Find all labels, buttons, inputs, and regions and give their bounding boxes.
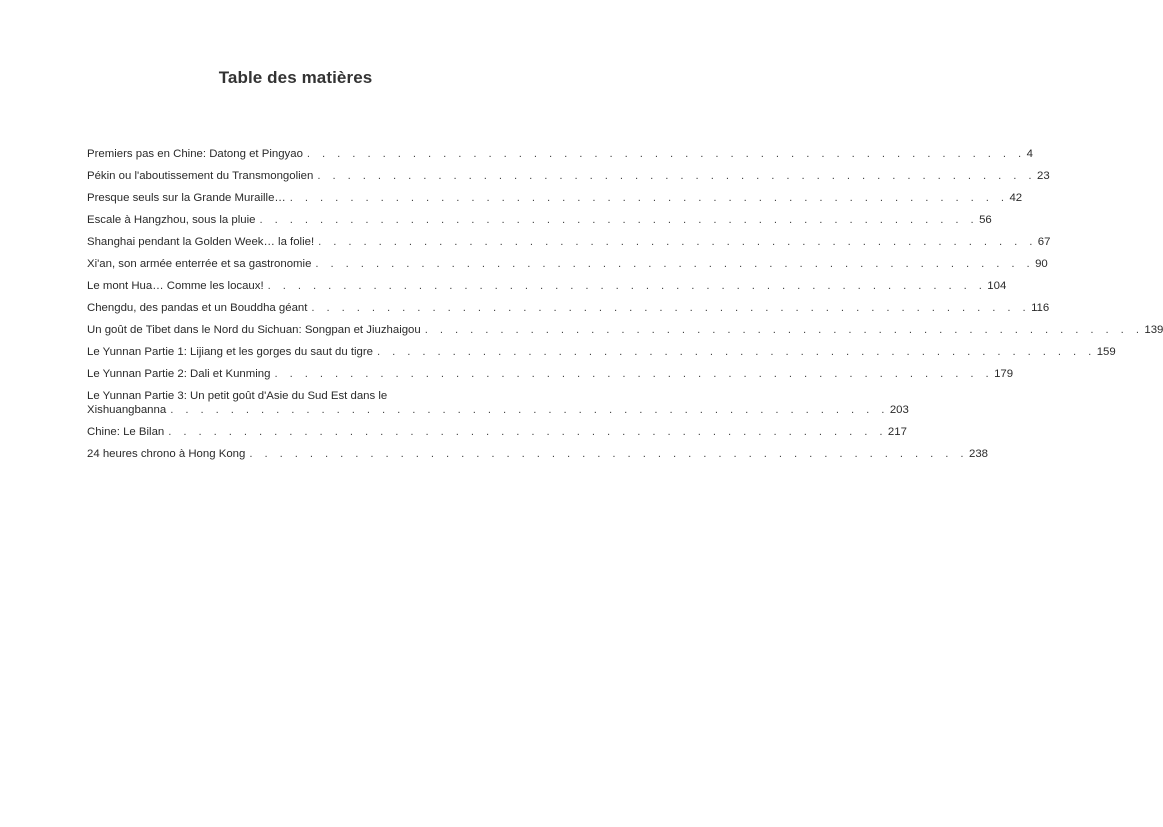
toc-entry[interactable] [87, 279, 1007, 293]
toc-entry[interactable] [87, 345, 1116, 359]
toc-dot-leader: . . . . . . . . . . . . . . . . . . . . . . . . . . . . . . . . . . . . . . . . . . . . . . . . [306, 148, 1026, 160]
toc-page-number: 104 [987, 280, 1007, 292]
toc-entry[interactable] [87, 257, 1048, 271]
toc-dot-leader: . . . . . . . . . . . . . . . . . . . . . . . . . . . . . . . . . . . . . . . . . . . . . . . . [274, 368, 994, 380]
toc-entry[interactable] [87, 367, 1014, 381]
toc-entry[interactable] [87, 169, 1050, 183]
toc-dot-leader: . . . . . . . . . . . . . . . . . . . . . . . . . . . . . . . . . . . . . . . . . . . . . . . . [259, 214, 979, 226]
toc-page-number: 203 [889, 404, 909, 416]
toc-entry-title: Le Yunnan Partie 1: Lijiang et les gorges du saut du tigre [87, 345, 377, 359]
toc-entry-title-line1: Le Yunnan Partie 3: Un petit goût d'Asie du Sud Est dans le [87, 390, 388, 402]
toc-entry-title: Le mont Hua… Comme les locaux! [87, 279, 268, 293]
toc-entry[interactable] [87, 191, 1023, 205]
toc-dot-leader: . . . . . . . . . . . . . . . . . . . . . . . . . . . . . . . . . . . . . . . . . . . . . . . . [317, 170, 1036, 182]
table-of-contents [87, 147, 1163, 469]
toc-dot-leader: . . . . . . . . . . . . . . . . . . . . . . . . . . . . . . . . . . . . . . . . . . . . . . . . [249, 448, 968, 460]
toc-page-number: 56 [979, 214, 992, 226]
toc-entry-title: Chine: Le Bilan [87, 425, 168, 439]
toc-page-number: 238 [968, 448, 988, 460]
toc-page-number: 90 [1035, 258, 1048, 270]
toc-dot-leader: . . . . . . . . . . . . . . . . . . . . . . . . . . . . . . . . . . . . . . . . . . . . . . . . [424, 324, 1144, 336]
toc-entry[interactable] [87, 447, 988, 461]
toc-entry[interactable] [87, 235, 1051, 249]
toc-entry-title: Escale à Hangzhou, sous la pluie [87, 213, 259, 227]
toc-page-number: 23 [1036, 170, 1050, 182]
toc-page-number: 159 [1096, 346, 1116, 358]
toc-entry-title-line2: Xishuangbanna [87, 403, 170, 417]
toc-page-number: 139 [1144, 324, 1163, 336]
toc-dot-leader: . . . . . . . . . . . . . . . . . . . . . . . . . . . . . . . . . . . . . . . . . . . . . . . . [318, 236, 1037, 248]
toc-entry-title: 24 heures chrono à Hong Kong [87, 447, 249, 461]
toc-page-number: 116 [1031, 302, 1050, 314]
toc-page-number: 42 [1009, 192, 1023, 204]
toc-dot-leader: . . . . . . . . . . . . . . . . . . . . . . . . . . . . . . . . . . . . . . . . . . . . . . . . [315, 258, 1035, 270]
page-title: Table des matières [218, 68, 373, 87]
toc-entry-title: Shanghai pendant la Golden Week… la folie! [87, 235, 318, 249]
toc-dot-leader: . . . . . . . . . . . . . . . . . . . . . . . . . . . . . . . . . . . . . . . . . . . . . . . . [289, 192, 1009, 204]
toc-entry-title: Premiers pas en Chine: Datong et Pingyao [87, 147, 307, 161]
toc-entry[interactable] [87, 389, 909, 417]
toc-dot-leader: . . . . . . . . . . . . . . . . . . . . . . . . . . . . . . . . . . . . . . . . . . . . . . . . [311, 302, 1031, 314]
toc-entry[interactable] [87, 213, 992, 227]
toc-entry-title: Le Yunnan Partie 2: Dali et Kunming [87, 367, 274, 381]
toc-entry-title: Xi'an, son armée enterrée et sa gastronomie [87, 257, 315, 271]
toc-page-number: 67 [1037, 236, 1051, 248]
toc-entry-title: Pékin ou l'aboutissement du Transmongolien [87, 169, 317, 183]
toc-dot-leader: . . . . . . . . . . . . . . . . . . . . . . . . . . . . . . . . . . . . . . . . . . . . . . . . [168, 426, 887, 438]
toc-dot-leader: . . . . . . . . . . . . . . . . . . . . . . . . . . . . . . . . . . . . . . . . . . . . . . . . [377, 346, 1096, 358]
toc-page-number: 4 [1026, 148, 1033, 160]
toc-page-number: 217 [887, 426, 907, 438]
toc-dot-leader: . . . . . . . . . . . . . . . . . . . . . . . . . . . . . . . . . . . . . . . . . . . . . . . . [170, 404, 889, 416]
toc-page-number: 179 [994, 368, 1014, 380]
toc-entry[interactable] [87, 425, 907, 439]
toc-dot-leader: . . . . . . . . . . . . . . . . . . . . . . . . . . . . . . . . . . . . . . . . . . . . . . . . [267, 280, 987, 292]
toc-entry[interactable] [87, 147, 1033, 161]
toc-entry-title: Presque seuls sur la Grande Muraille… [87, 191, 290, 205]
toc-entry[interactable] [87, 323, 1163, 337]
toc-entry-title: Un goût de Tibet dans le Nord du Sichuan: Songpan et Jiuzhaigou [87, 323, 425, 337]
toc-entry[interactable] [87, 301, 1050, 315]
toc-entry-title: Chengdu, des pandas et un Bouddha géant [87, 301, 311, 315]
